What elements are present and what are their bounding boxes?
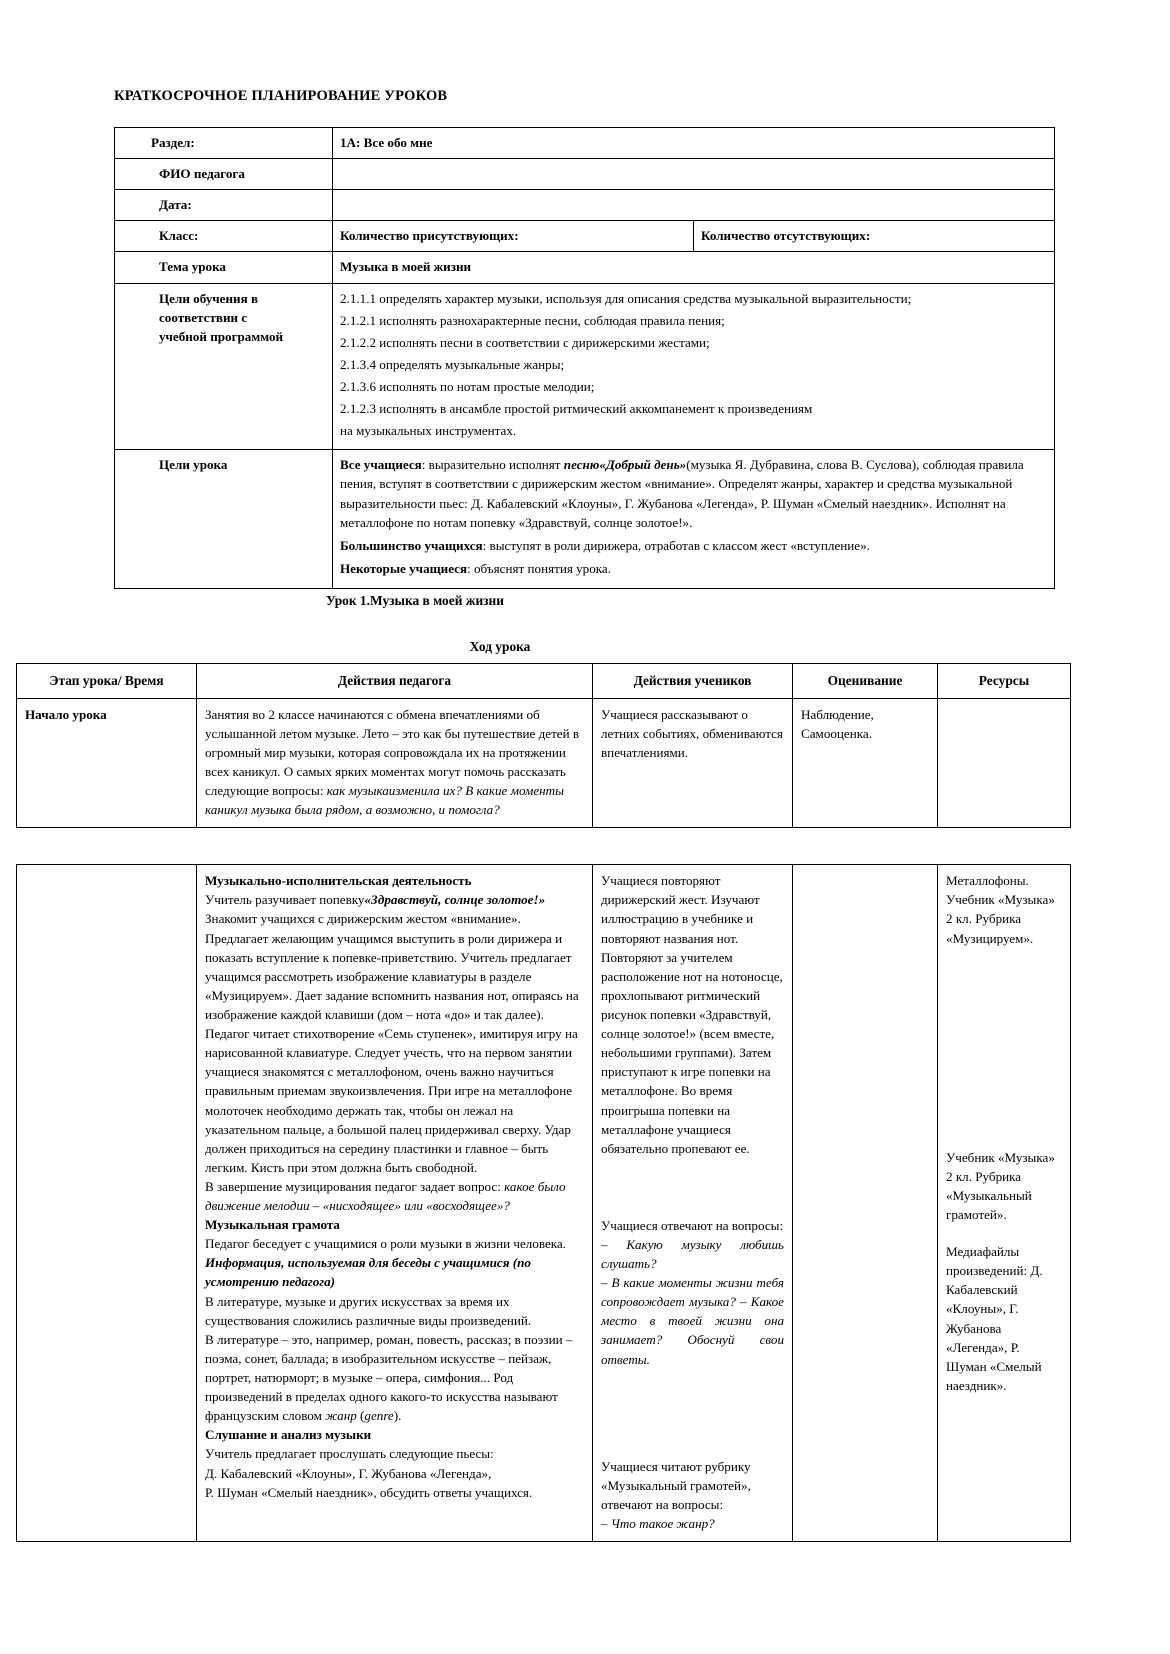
topic-label: Тема урока — [115, 252, 333, 283]
teacher-paragraph-7: Д. Кабалевский «Клоуны», Г. Жубанова «Легенда», — [205, 1465, 492, 1481]
student-spacer-1 — [601, 1158, 784, 1216]
table-row-lesson-main — [17, 865, 1071, 1542]
teacher-paragraph-1 — [205, 890, 584, 1177]
teacher-p1-b: Знакомит учащихся с дирижерским жестом «внимание». Предлагает желающим учащимся выступить в роли дирижера и показать вступление к попевке-приветствию. Учитель предлагает учащимся рассмотреть изображение клавиатуры в разделе «Музицируем». Дает задание вспомнить названия нот, опираясь на изображение каждой клавиши (дом – нота «до» и так далее). Педагог читает стихотворение «Семь ступенек», имитируя игру на нарисованной клавиатуре. Следует учесть, что на первом занятии учащиеся знакомятся с металлофоном, очень важно научиться правильным приемам звукоизвлечения. При игре на металлофоне молоточек необходимо держать так, чтобы он лежал на указательном пальце, а большой палец придерживал сверху. Удар должен приходиться на середину пластинки и главное – быть легким. Кисть при этом должна быть свободной. — [205, 911, 579, 1175]
table-row-objectives — [115, 283, 1055, 450]
objectives-label-line1: Цели обучения в — [159, 290, 259, 306]
teacher-actions-start — [197, 698, 593, 828]
teacher-start-plain: Занятия во 2 классе начинаются с обмена впечатлениями об услышанной летом музыке. Лето – это как бы путешествие детей в огромный мир музыки, которая сопровождала их на протяжении всех каникул. О самых ярких моментах могут помочь рассказать следующие вопросы: — [205, 706, 580, 798]
resources-block-1: Металлофоны. Учебник «Музыка» 2 кл. Рубрика «Музицируем». — [946, 873, 1055, 946]
teacher-p1-a: Учитель разучивает попевку — [205, 892, 365, 908]
student-question-1: – Какую музыку любишь слушать? — [601, 1236, 784, 1272]
assessment-main — [793, 865, 938, 1542]
table-header-row — [17, 663, 1071, 698]
resources-block-2: Учебник «Музыка» 2 кл. Рубрика «Музыкальный грамотей». — [946, 1149, 1055, 1222]
goal-all-label: Все учащиеся — [340, 457, 422, 473]
objective-item: 2.1.3.6 исполнять по нотам простые мелодии; — [340, 378, 595, 394]
teacher-start-paragraph — [205, 705, 584, 820]
present-count-label[interactable]: Количество присутствующих: — [333, 221, 694, 252]
goal-some-text: : объяснят понятия урока. — [467, 560, 612, 576]
teacher-p2-a: В завершение музицирования педагог задает вопрос: — [205, 1178, 505, 1194]
date-label: Дата: — [115, 190, 333, 221]
objective-item: 2.1.2.3 исполнять в ансамбле простой ритмический аккомпанемент к произведениям — [340, 401, 813, 417]
goal-some-label: Некоторые учащиеся — [340, 560, 468, 576]
teacher-p5-genre-fr: genre — [364, 1408, 394, 1424]
header-assessment: Оценивание — [793, 663, 938, 698]
goals-label: Цели урока — [115, 450, 333, 589]
teacher-p1-song: «Здравствуй, солнце золотое!» — [364, 892, 546, 908]
assessment-start: Наблюдение, Самооценка. — [793, 698, 938, 828]
lesson-subtitle: Урок 1.Музыка в моей жизни — [326, 592, 504, 608]
resources-spacer-2 — [946, 1224, 1062, 1242]
resources-block-3: Медиафайлы произведений: Д. Кабалевский «Клоуны», Г. Жубанова «Легенда», Р. Шуман «Смелый наездник». — [946, 1244, 1043, 1393]
goal-most-text: : выступят в роли дирижера, отработав с классом жест «вступление». — [482, 537, 870, 553]
teacher-paragraph-3: Педагог беседует с учащимися о роли музыки в жизни человека. — [205, 1236, 567, 1252]
goal-some-students — [340, 559, 1047, 578]
table-row-topic — [115, 252, 1055, 283]
teacher-p5-mid: ( — [356, 1408, 365, 1424]
objective-item: 2.1.2.1 исполнять разнохарактерные песни, соблюдая правила пения; — [340, 312, 725, 328]
student-spacer-2 — [601, 1369, 784, 1457]
absent-count-label[interactable]: Количество отсутствующих: — [694, 221, 1055, 252]
header-student-actions: Действия учеников — [593, 663, 793, 698]
objective-item: на музыкальных инструментах. — [340, 423, 517, 439]
resources-spacer-1 — [946, 948, 1062, 1148]
teacher-heading-music-literacy: Музыкальная грамота — [205, 1217, 340, 1233]
resources-main — [938, 865, 1071, 1542]
goal-all-text-1: : выразительно исполнят — [421, 457, 564, 473]
date-value[interactable] — [333, 190, 1055, 221]
student-question-2: – В какие моменты жизни тебя сопровождает музыка? – Какое место в твоей жизни она занимает? Обоснуй свои ответы. — [601, 1275, 784, 1367]
goal-all-text-2: (музыка Я. Дубравина, слова В. Суслова), соблюдая правила пения, вступят в соответствии с дирижерским жестом «внимание». Определят жанры, характер и средства музыкальной выразительности пьес: Д. Кабалевский «Клоуны», Г. Жубанова «Легенда», Р. Шуман «Смелый наездник». Исполнят на металлофоне по нотам попевку «Здравствуй, солнце золотое!». — [340, 457, 1024, 530]
student-paragraph-1: Учащиеся повторяют дирижерский жест. Изучают иллюстрацию в учебнике и повторяют названия нот. Повторяют за учителем расположение нот на нотоносце, прохлопывают ритмический рисунок попевки «Здравствуй, солнце золотое!» (всем вместе, небольшими группами). Затем приступают к игре попевки на металлофоне. Во время проигрыша попевки на металлафоне учащиеся обязательно пропевают ее. — [601, 873, 783, 1156]
teacher-label: ФИО педагога — [115, 159, 333, 190]
table-row-class — [115, 221, 1055, 252]
goal-all-song: песню«Добрый день» — [563, 457, 687, 473]
teacher-p5-end: ). — [393, 1408, 402, 1424]
table-row-teacher — [115, 159, 1055, 190]
objectives-label-line3: учебной программой — [159, 328, 284, 344]
student-paragraph-2: Учащиеся отвечают на вопросы: — [601, 1217, 784, 1233]
header-stage: Этап урока/ Время — [17, 663, 197, 698]
class-label: Класс: — [115, 221, 333, 252]
objective-item: 2.1.1.1 определять характер музыки, используя для описания средства музыкальной выразительности; — [340, 290, 912, 306]
teacher-heading-info-line1: Информация, используемая для беседы с учащимися (по — [205, 1255, 531, 1271]
lesson-flow-title: Ход урока — [469, 638, 531, 654]
table-row-lesson-start — [17, 698, 1071, 828]
stage-main-label — [17, 865, 197, 1542]
teacher-p2-question: какое было движение мелодии – «нисходящее» или «восходящее»? — [205, 1178, 566, 1214]
teacher-heading-listening: Слушание и анализ музыки — [205, 1427, 372, 1443]
teacher-paragraph-4: В литературе, музыке и других искусствах за время их существования сложились различные виды произведений. — [205, 1293, 532, 1328]
teacher-paragraph-2 — [205, 1177, 584, 1215]
stage-start-label: Начало урока — [17, 698, 197, 828]
goals-content — [333, 450, 1055, 589]
teacher-paragraph-8: Р. Шуман «Смелый наездник», обсудить ответы учащихся. — [205, 1484, 533, 1500]
lesson-flow-table-main — [16, 864, 1071, 1542]
section-value[interactable]: 1А: Все обо мне — [333, 128, 1055, 159]
teacher-paragraph-5 — [205, 1330, 584, 1426]
goal-most-label: Большинство учащихся — [340, 537, 483, 553]
teacher-actions-main — [197, 865, 593, 1542]
student-actions-main — [593, 865, 793, 1542]
header-teacher-actions: Действия педагога — [197, 663, 593, 698]
teacher-heading-info-line2: усмотрению педагога) — [205, 1274, 335, 1290]
teacher-p5-genre-ru: жанр — [325, 1408, 357, 1424]
header-resources: Ресурсы — [938, 663, 1071, 698]
objectives-label — [115, 283, 333, 450]
student-question-3: – Что такое жанр? — [601, 1516, 715, 1532]
objective-item: 2.1.2.2 исполнять песни в соответствии с дирижерскими жестами; — [340, 334, 710, 350]
topic-value[interactable]: Музыка в моей жизни — [333, 252, 1055, 283]
student-paragraph-3: Учащиеся читают рубрику «Музыкальный грамотей», отвечают на вопросы: — [601, 1458, 751, 1512]
table-row-section — [115, 128, 1055, 159]
teacher-p5-text: В литературе – это, например, роман, повесть, рассказ; в поэзии – поэма, сонет, баллада; в изобразительном искусстве – пейзаж, портрет, натюрморт; в музыке – опера, симфония... Род произведений в пределах одного какого-то искусства называют французским словом — [205, 1331, 573, 1424]
teacher-start-italic: как музыкаизменила их? В какие моменты каникул музыка была рядом, а возможно, и помогла? — [205, 782, 564, 818]
resources-start — [938, 698, 1071, 828]
teacher-value[interactable] — [333, 159, 1055, 190]
teacher-paragraph-6: Учитель предлагает прослушать следующие пьесы: — [205, 1446, 494, 1462]
objectives-list — [333, 283, 1055, 450]
table-row-goals — [115, 450, 1055, 589]
goal-most-students — [340, 536, 1047, 555]
student-actions-start: Учащиеся рассказывают о летних событиях, обмениваются впечатлениями. — [593, 698, 793, 828]
lesson-flow-table — [16, 663, 1071, 828]
lesson-info-table — [114, 127, 1055, 589]
teacher-heading-performance: Музыкально-исполнительская деятельность — [205, 873, 472, 889]
objective-item: 2.1.3.4 определять музыкальные жанры; — [340, 356, 565, 372]
goal-all-students — [340, 455, 1047, 531]
page-title: КРАТКОСРОЧНОЕ ПЛАНИРОВАНИЕ УРОКОВ — [114, 88, 448, 104]
objectives-label-line2: соответствии с — [159, 309, 248, 325]
table-row-date — [115, 190, 1055, 221]
section-label: Раздел: — [115, 128, 333, 159]
